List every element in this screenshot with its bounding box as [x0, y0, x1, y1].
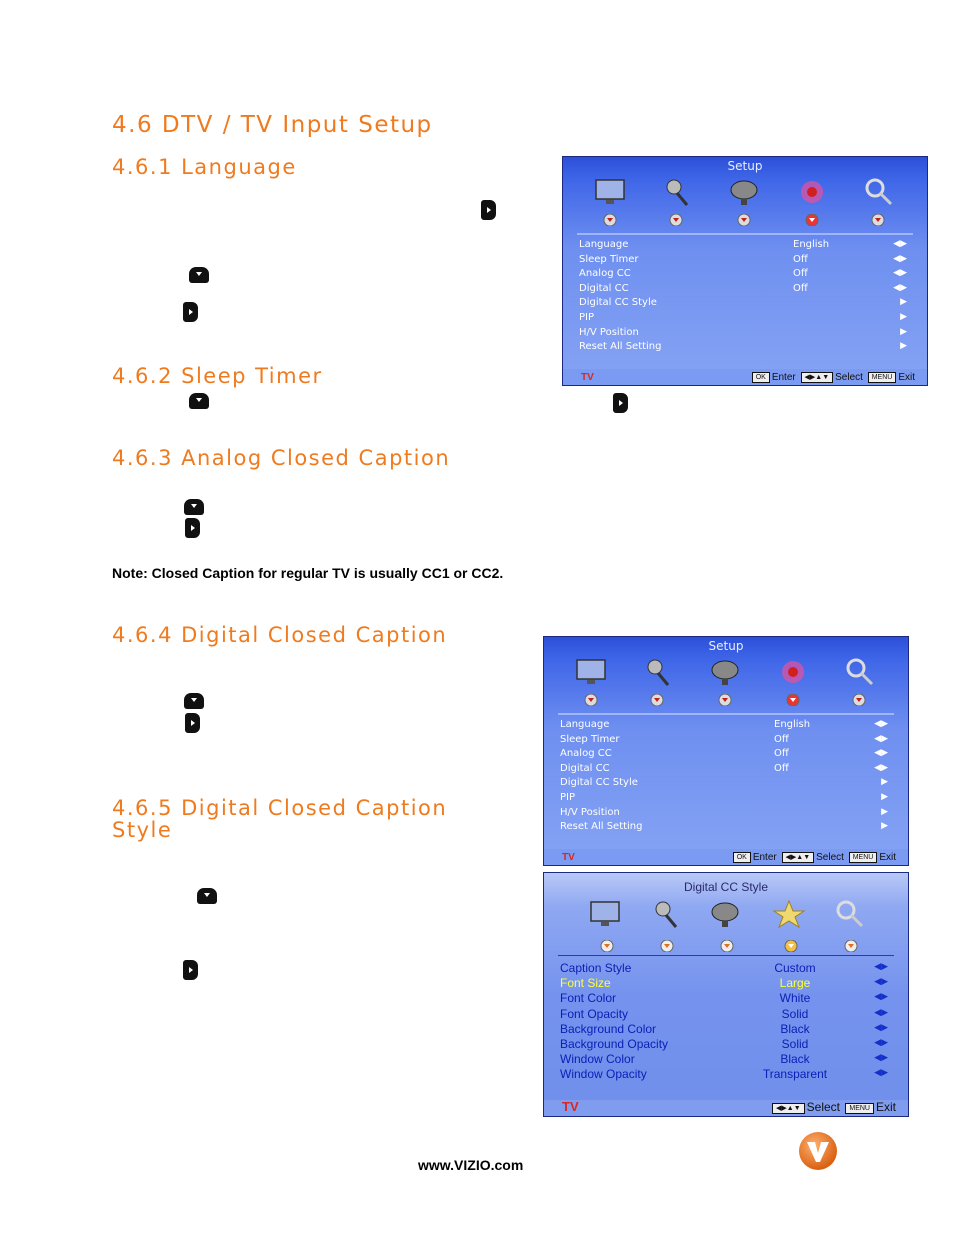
menu-item [579, 283, 913, 298]
menu-item-label: Language [560, 719, 610, 730]
menu-item [579, 268, 913, 283]
down-button-icon [197, 888, 217, 904]
menu-item [560, 1052, 894, 1067]
menu-item-value: Off [793, 268, 808, 280]
setup-menu-list [579, 239, 913, 356]
menu-help: OK Enter ◀▶▲▼ Select MENU Exit [731, 852, 896, 863]
arrow-icon: ▶ [900, 326, 907, 337]
menu-item [579, 327, 913, 342]
setup-star-icon [772, 899, 806, 929]
chevron-down-icon [844, 939, 858, 951]
arrow-icon: ▶ [900, 311, 907, 322]
arrow-icon: ◀▶ [874, 1021, 888, 1032]
menu-item [560, 976, 894, 991]
vizio-logo [798, 1131, 838, 1171]
menu-item [560, 734, 894, 749]
menu-item-label: Font Color [560, 991, 617, 1006]
menu-divider [558, 955, 894, 956]
menu-item-value: Off [774, 762, 789, 774]
arrow-icon: ◀▶ [874, 1006, 888, 1017]
digital-cc-style-menu-screenshot [543, 872, 909, 1117]
arrow-icon: ◀▶ [874, 748, 888, 759]
chevron-down-icon [784, 939, 798, 951]
menu-item-label: Analog CC [560, 748, 612, 760]
menu-item-label: Background Color [560, 1021, 657, 1036]
footer-url: www.VIZIO.com [418, 1157, 524, 1173]
arrow-icon: ◀▶ [893, 253, 907, 264]
menu-divider [558, 713, 894, 715]
menu-item-value: Off [793, 253, 808, 265]
arrow-icon: ◀▶ [874, 961, 888, 971]
picture-tv-icon [588, 899, 622, 929]
note-text: Note: Closed Caption for regular TV is usually CC1 or CC2. [112, 565, 504, 581]
menu-item-value: Transparent [762, 1067, 828, 1082]
audio-microphone-icon [659, 177, 693, 207]
menu-item-label: PIP [560, 791, 576, 803]
menu-item-value: English [793, 239, 830, 250]
menu-item-value: Off [793, 282, 808, 294]
arrow-icon: ◀▶ [874, 1036, 888, 1047]
menu-item-label: H/V Position [560, 806, 620, 818]
chevron-down-icon [805, 213, 819, 225]
menu-item [560, 961, 894, 976]
arrow-icon: ▶ [881, 777, 888, 788]
menu-item-value: Solid [781, 1006, 809, 1021]
arrow-icon: ▶ [900, 297, 907, 308]
right-button-icon [481, 200, 496, 220]
chevron-down-icon [584, 693, 598, 705]
menu-item [560, 991, 894, 1006]
menu-footer [544, 849, 908, 865]
menu-item [560, 1022, 894, 1037]
menu-icon-row [563, 177, 927, 233]
arrow-icon: ◀▶ [874, 1052, 888, 1063]
right-button-icon [185, 518, 200, 538]
arrow-icon: ◀▶ [893, 268, 907, 279]
right-button-icon [183, 960, 198, 980]
menu-item-value: Black [780, 1052, 810, 1067]
arrow-icon: ◀▶ [874, 991, 888, 1002]
chevron-down-icon [871, 213, 885, 225]
source-label: TV [562, 1099, 579, 1114]
menu-title: Setup [708, 639, 744, 653]
menu-item-label: Language [579, 239, 629, 250]
tv-satellite-icon [708, 657, 742, 687]
source-label: TV [562, 852, 575, 863]
menu-item-label: Sleep Timer [560, 733, 620, 745]
setup-star-icon [776, 657, 810, 687]
arrow-icon: ◀▶ [874, 976, 888, 987]
chevron-down-icon [660, 939, 674, 951]
menu-item-value: Solid [781, 1036, 809, 1051]
menu-item [560, 719, 894, 734]
menu-title: Setup [727, 159, 763, 173]
menu-item [560, 1037, 894, 1052]
chevron-down-icon [669, 213, 683, 225]
menu-item-label: Digital CC Style [560, 777, 638, 789]
menu-item-value: Custom [774, 961, 816, 975]
arrow-icon: ◀▶ [874, 1067, 888, 1078]
setup-menu-screenshot-1 [562, 156, 928, 386]
heading-digital-cc-style: 4.6.5 Digital Closed Caption [112, 796, 448, 820]
menu-item [560, 777, 894, 792]
menu-item [560, 748, 894, 763]
menu-item [579, 297, 913, 312]
menu-divider [577, 233, 913, 235]
menu-item-label: Font Opacity [560, 1006, 629, 1021]
menu-item [560, 1067, 894, 1082]
chevron-down-icon [737, 213, 751, 225]
menu-item [579, 341, 913, 356]
arrow-icon: ▶ [900, 341, 907, 352]
menu-item-label: Window Opacity [560, 1067, 647, 1082]
menu-icon-row [544, 657, 908, 713]
setup-menu-screenshot-2 [543, 636, 909, 866]
arrow-icon: ▶ [881, 791, 888, 802]
menu-help: OK Enter ◀▶▲▼ Select MENU Exit [750, 372, 915, 383]
source-label: TV [581, 372, 594, 383]
section-title-dtv-tv-input-setup: 4.6 DTV / TV Input Setup [112, 112, 433, 138]
menu-item-value: Large [779, 976, 811, 991]
chevron-down-icon [718, 693, 732, 705]
heading-sleep-timer: 4.6.2 Sleep Timer [112, 364, 323, 388]
menu-item [560, 1007, 894, 1022]
chevron-down-icon [852, 693, 866, 705]
right-button-icon [613, 393, 628, 413]
chevron-down-icon [786, 693, 800, 705]
settings-wrench-icon [842, 657, 876, 687]
settings-wrench-icon [861, 177, 895, 207]
arrow-icon: ◀▶ [874, 733, 888, 744]
menu-item-label: Digital CC Style [579, 297, 657, 309]
menu-item [579, 239, 913, 254]
menu-item-label: Digital CC [560, 762, 610, 774]
arrow-icon: ◀▶ [874, 719, 888, 729]
menu-item-label: H/V Position [579, 326, 639, 338]
menu-item-label: Sleep Timer [579, 253, 639, 265]
menu-item-label: Reset All Setting [579, 341, 662, 353]
menu-item-value: Off [774, 748, 789, 760]
menu-item [579, 312, 913, 327]
menu-item [560, 792, 894, 807]
heading-digital-cc-style-cont: Style [112, 818, 173, 842]
audio-microphone-icon [648, 899, 682, 929]
menu-item-label: Window Color [560, 1052, 635, 1067]
heading-language: 4.6.1 Language [112, 155, 297, 179]
chevron-down-icon [650, 693, 664, 705]
chevron-down-icon [600, 939, 614, 951]
menu-title: Digital CC Style [683, 880, 769, 894]
chevron-down-icon [603, 213, 617, 225]
arrow-icon: ▶ [881, 821, 888, 832]
menu-item-label: Font Size [560, 976, 611, 991]
picture-tv-icon [593, 177, 627, 207]
heading-digital-closed-caption: 4.6.4 Digital Closed Caption [112, 623, 448, 647]
menu-item-value: English [774, 719, 811, 730]
down-button-icon [184, 693, 204, 709]
arrow-icon: ◀▶ [893, 282, 907, 293]
menu-item-label: Background Opacity [560, 1036, 669, 1051]
menu-item-label: Analog CC [579, 268, 631, 280]
arrow-icon: ◀▶ [874, 762, 888, 773]
tv-satellite-icon [727, 177, 761, 207]
menu-item [560, 763, 894, 778]
arrow-icon: ▶ [881, 806, 888, 817]
cc-style-menu-list [560, 961, 894, 1083]
menu-item-value: White [779, 991, 811, 1006]
menu-item [560, 807, 894, 822]
down-button-icon [189, 393, 209, 409]
menu-footer [563, 369, 927, 385]
picture-tv-icon [574, 657, 608, 687]
menu-item-label: PIP [579, 311, 595, 323]
setup-menu-list [560, 719, 894, 836]
heading-analog-closed-caption: 4.6.3 Analog Closed Caption [112, 446, 451, 470]
menu-icon-row [544, 899, 908, 955]
menu-item-label: Caption Style [560, 961, 632, 975]
arrow-icon: ◀▶ [893, 239, 907, 249]
menu-item-label: Digital CC [579, 282, 629, 294]
chevron-down-icon [720, 939, 734, 951]
menu-item [579, 254, 913, 269]
audio-microphone-icon [640, 657, 674, 687]
right-button-icon [183, 302, 198, 322]
setup-star-icon [795, 177, 829, 207]
menu-item [560, 821, 894, 836]
menu-item-label: Reset All Setting [560, 821, 643, 833]
tv-satellite-icon [708, 899, 742, 929]
menu-footer [544, 1100, 908, 1116]
down-button-icon [184, 499, 204, 515]
right-button-icon [185, 713, 200, 733]
menu-item-value: Off [774, 733, 789, 745]
settings-wrench-icon [832, 899, 866, 929]
down-button-icon [189, 267, 209, 283]
menu-item-value: Black [780, 1021, 810, 1036]
menu-help: ◀▶▲▼ Select MENU Exit [770, 1100, 896, 1114]
